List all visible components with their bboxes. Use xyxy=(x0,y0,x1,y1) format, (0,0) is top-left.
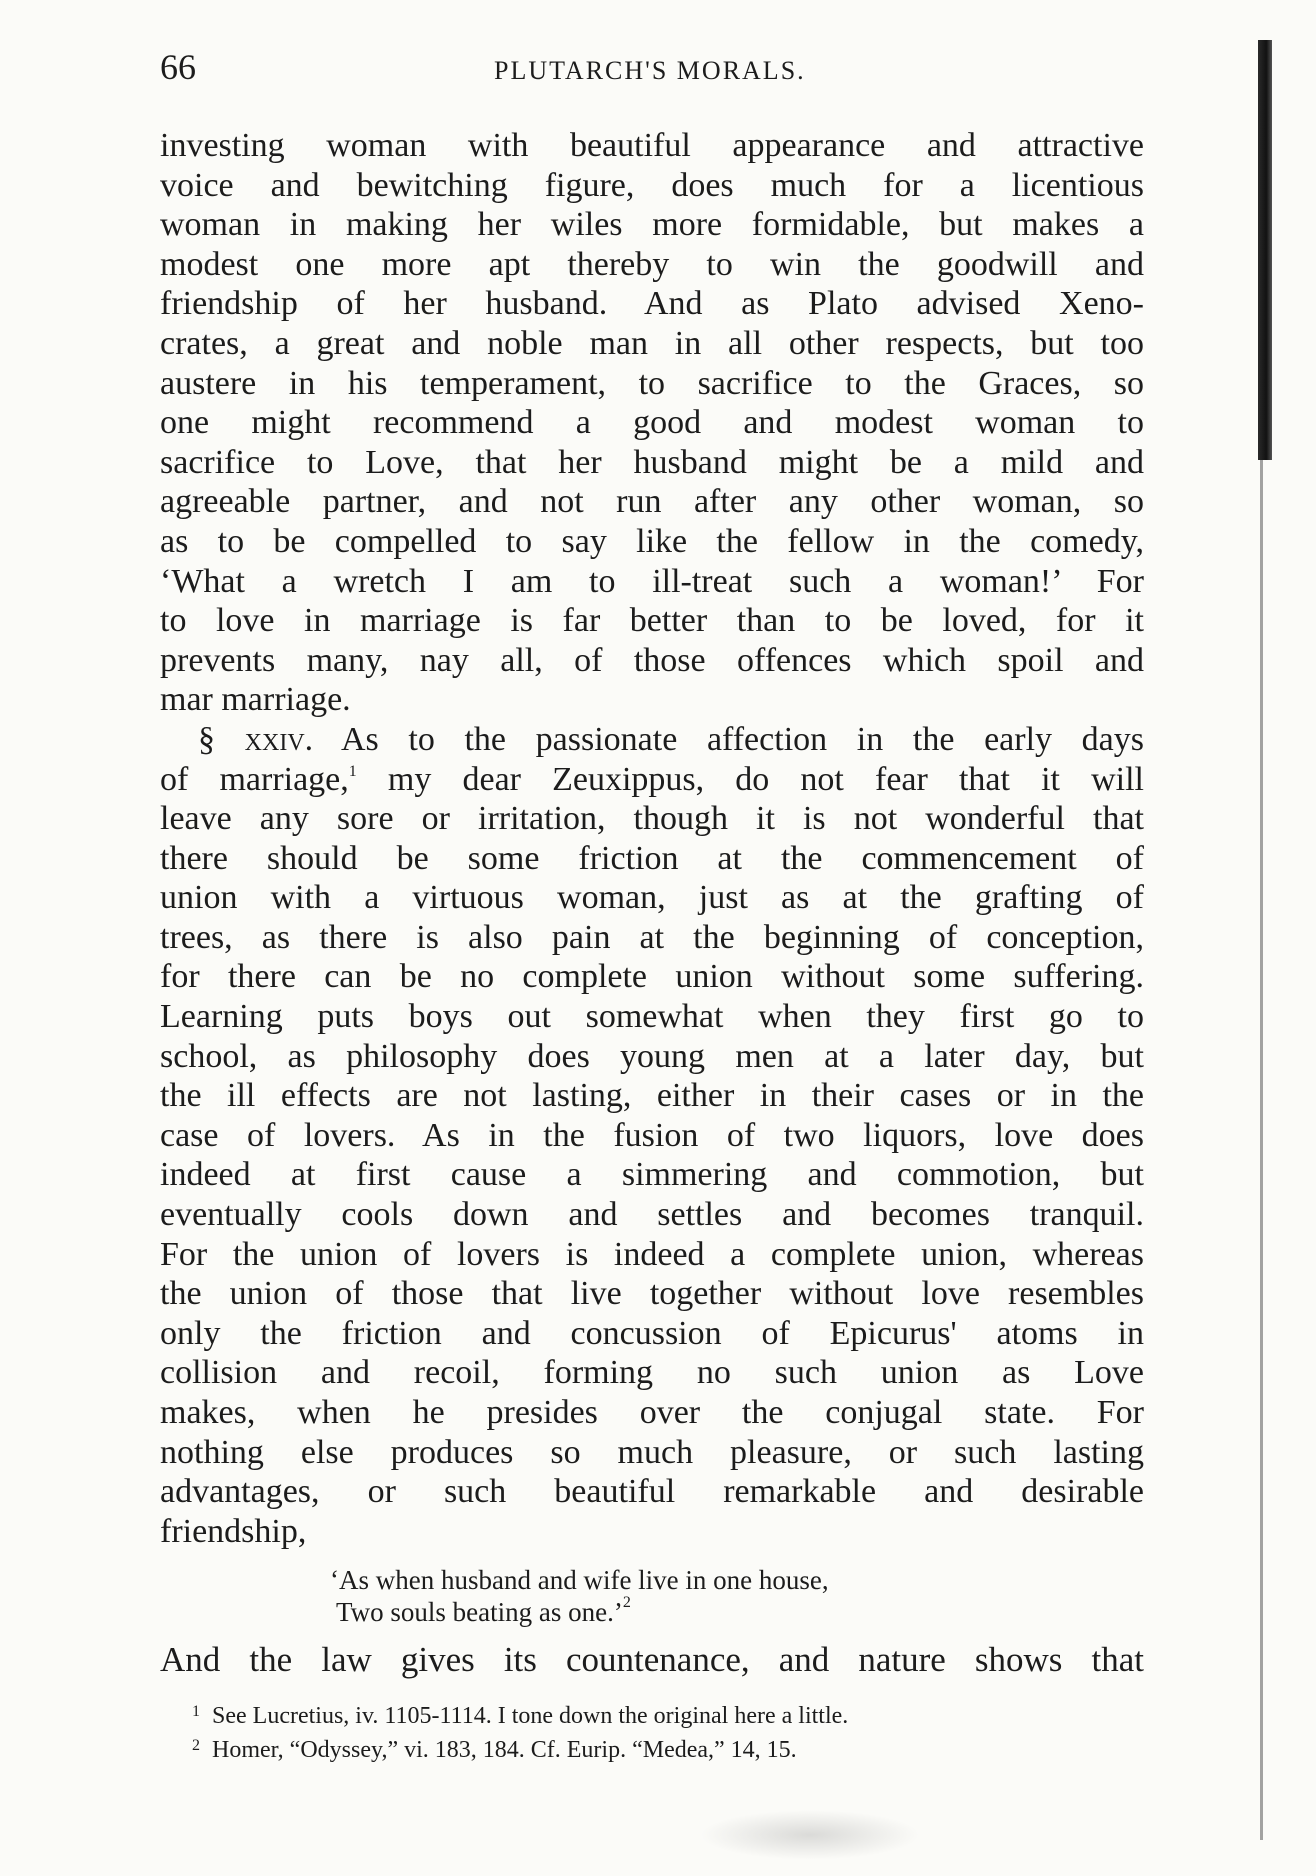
text-line: only the friction and concussion of Epicurus' atoms in xyxy=(160,1314,1144,1352)
text-line: for there can be no complete union without some suffering. xyxy=(160,958,1144,996)
text-line: collision and recoil, forming no such union as Love xyxy=(160,1354,1144,1392)
text-line: friendship of her husband. And as Plato advised Xeno- xyxy=(160,285,1144,323)
gutter-shadow xyxy=(1258,40,1272,460)
section-heading-line xyxy=(160,720,1144,760)
gutter-edge xyxy=(1260,460,1263,1840)
text-line xyxy=(160,760,1144,800)
footnote-mark: 1 xyxy=(192,1703,200,1720)
text-line: voice and bewitching figure, does much for a licentious xyxy=(160,166,1144,204)
section-text: of marriage, xyxy=(160,760,349,798)
text-line: mar marriage. xyxy=(160,681,351,719)
text-line: union with a virtuous woman, just as at the grafting of xyxy=(160,879,1144,917)
ink-bleed-mark xyxy=(700,1810,920,1860)
text-line: there should be some friction at the commencement of xyxy=(160,839,1144,877)
text-line: to love in marriage is far better than to be loved, for it xyxy=(160,602,1144,640)
text-line: indeed at first cause a simmering and commotion, but xyxy=(160,1156,1144,1194)
verse-text: Two souls beating as one.’ xyxy=(336,1597,623,1627)
footnote-text: See Lucretius, iv. 1105-1114. I tone down the original here a little. xyxy=(212,1703,849,1729)
text-line: austere in his temperament, to sacrifice to the Graces, so xyxy=(160,364,1144,402)
text-line: makes, when he presides over the conjugal state. For xyxy=(160,1394,1144,1431)
text-line: ‘What a wretch I am to ill-treat such a woman!’ For xyxy=(160,562,1144,600)
running-title: PLUTARCH'S MORALS. xyxy=(494,56,806,85)
text-line: investing woman with beautiful appearance and attractive xyxy=(160,127,1144,164)
section-text: my dear Zeuxippus, do not fear that it will xyxy=(387,760,1144,798)
text-line: one might recommend a good and modest woman to xyxy=(160,404,1144,442)
text-line: modest one more apt thereby to win the goodwill and xyxy=(160,245,1144,283)
section-mark: § xyxy=(198,720,215,758)
text-line: leave any sore or irritation, though it is not wonderful that xyxy=(160,800,1144,838)
footnote-text: Homer, “Odyssey,” vi. 183, 184. Cf. Eurip. “Medea,” 14, 15. xyxy=(212,1737,797,1763)
text-line: Learning puts boys out somewhat when they first go to xyxy=(160,998,1144,1036)
text-line: the ill effects are not lasting, either in their cases or in the xyxy=(160,1077,1144,1115)
section-text: As to the passionate affection in the early days xyxy=(340,720,1144,758)
text-line: crates, a great and noble man in all other respects, but too xyxy=(160,324,1144,362)
verse-quotation xyxy=(330,1564,829,1628)
text-line: school, as philosophy does young men at a later day, but xyxy=(160,1037,1144,1075)
footnote-ref: 2 xyxy=(622,1594,631,1611)
body-text xyxy=(160,126,1144,1551)
text-line: trees, as there is also pain at the beginning of conception, xyxy=(160,918,1144,956)
text-line: the union of those that live together without love resembles xyxy=(160,1275,1144,1313)
text-line: case of lovers. As in the fusion of two liquors, love does xyxy=(160,1116,1144,1154)
text-line: eventually cools down and settles and becomes tranquil. xyxy=(160,1196,1144,1234)
text-line: woman in making her wiles more formidable, but makes a xyxy=(160,206,1144,244)
verse-line: ‘As when husband and wife live in one house, xyxy=(330,1565,829,1595)
footnotes xyxy=(192,1697,1152,1765)
running-head xyxy=(160,46,1160,96)
footnote xyxy=(192,1697,1152,1731)
footnote-ref: 1 xyxy=(348,762,357,780)
text-line: nothing else produces so much pleasure, or such lasting xyxy=(160,1433,1144,1471)
continuation-line: And the law gives its countenance, and nature shows that xyxy=(160,1640,1144,1679)
page-number: 66 xyxy=(160,47,196,87)
footnote xyxy=(192,1731,1152,1765)
section-numeral: xxiv. xyxy=(244,720,314,758)
verse-line xyxy=(330,1596,829,1628)
footnote-mark: 2 xyxy=(192,1737,200,1754)
text-line: agreeable partner, and not run after any other woman, so xyxy=(160,483,1144,521)
text-line: friendship, xyxy=(160,1512,307,1550)
text-line: as to be compelled to say like the fellow in the comedy, xyxy=(160,522,1144,560)
text-line: sacrifice to Love, that her husband might be a mild and xyxy=(160,443,1144,481)
text-line: advantages, or such beautiful remarkable and desirable xyxy=(160,1473,1144,1511)
text-line: For the union of lovers is indeed a complete union, whereas xyxy=(160,1235,1144,1273)
text-line: prevents many, nay all, of those offences which spoil and xyxy=(160,641,1144,679)
